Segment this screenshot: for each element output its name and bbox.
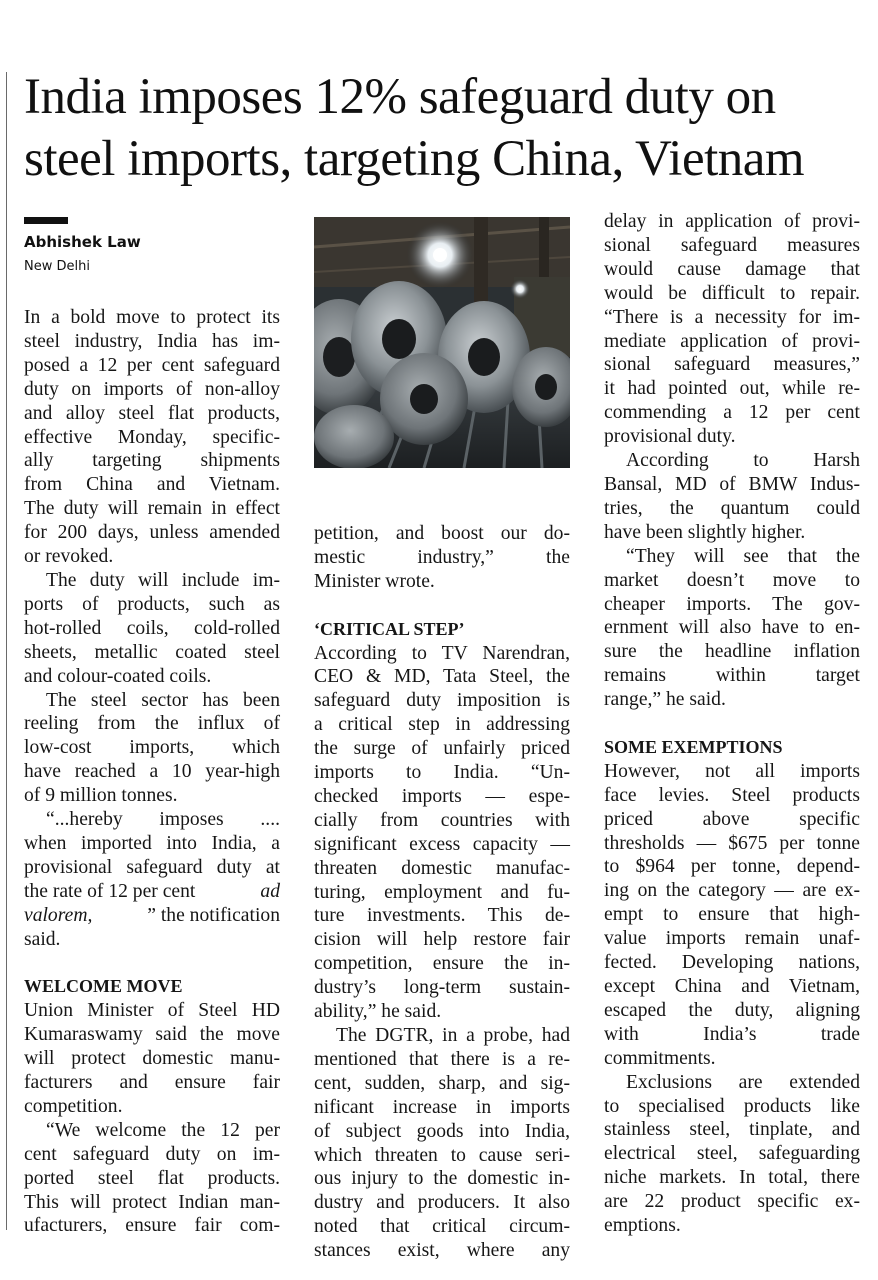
text-line: except China and Vietnam, <box>604 975 860 997</box>
paragraph-products <box>24 569 280 689</box>
text-line: However, not all imports <box>604 760 860 782</box>
subhead-text: ‘CRITICAL STEP’ <box>314 618 465 639</box>
text-line: effective Monday, specific- <box>24 426 280 448</box>
text-line: The duty will include im- <box>46 569 280 591</box>
left-column-rule <box>6 72 7 1230</box>
text-line: cision will help restore fair <box>314 929 570 951</box>
text-line: niche markets. In total, there <box>604 1167 860 1189</box>
paragraph-exemptions <box>604 760 860 1071</box>
text-line: ally targeting shipments <box>24 450 280 472</box>
text-line: threaten domestic manufac- <box>314 857 570 879</box>
text-line: cent safeguard duty on im- <box>24 1143 280 1165</box>
text-line: tries, the quantum could <box>604 497 860 519</box>
text-line: to $964 per tonne, depend- <box>604 856 860 878</box>
article-column-1 <box>24 306 280 1238</box>
text-line: ture investments. This de- <box>314 905 570 927</box>
text-line: fected. Developing nations, <box>604 952 860 974</box>
text-line: cent, sudden, sharp, and sig- <box>314 1072 570 1094</box>
text-line: This will protect Indian man- <box>24 1191 280 1213</box>
text-line: and alloy steel flat products, <box>24 402 280 424</box>
text-line: delay in application of provi- <box>604 211 860 232</box>
text-line: which threaten to cause seri- <box>314 1144 570 1166</box>
text-line: provisional duty. <box>604 426 736 448</box>
article-column-3 <box>604 210 860 1238</box>
text-line: According to TV Narendran, <box>314 642 570 664</box>
text-fragment: ” the notification <box>147 904 280 926</box>
text-line: sheets, metallic coated steel <box>24 641 280 663</box>
paragraph-steel-sector <box>24 689 280 809</box>
text-line: Exclusions are extended <box>626 1071 860 1093</box>
text-line: turing, employment and fu- <box>314 881 570 903</box>
italic-term-continued: valorem, <box>24 904 93 926</box>
paragraph-minister <box>24 999 280 1119</box>
text-line: have been slightly higher. <box>604 521 806 543</box>
subhead-text: SOME EXEMPTIONS <box>604 736 783 757</box>
text-line: significant excess capacity — <box>314 833 570 855</box>
subhead-some-exemptions <box>604 736 860 760</box>
text-line: “We welcome the 12 per <box>46 1119 280 1141</box>
text-line: market doesn’t move to <box>604 569 860 591</box>
text-line: The DGTR, in a probe, had <box>336 1025 570 1047</box>
steel-coils-photo <box>314 217 570 468</box>
text-line: have reached a 10 year-high <box>24 761 280 783</box>
text-line: “There is a necessity for im- <box>604 306 860 328</box>
dateline: New Delhi <box>24 259 90 274</box>
text-line: dustry’s long-term sustain- <box>314 977 570 999</box>
text-line: sional safeguard measures <box>604 234 860 256</box>
text-line: ufacturers, ensure fair com- <box>24 1215 280 1237</box>
text-line: would cause damage that <box>604 258 860 280</box>
text-line: sure the headline inflation <box>604 641 860 663</box>
author-name: Abhishek Law <box>24 233 141 251</box>
text-line: ported steel flat products. <box>24 1167 280 1189</box>
text-line: value imports remain unaf- <box>604 928 860 950</box>
subhead-text: WELCOME MOVE <box>24 976 183 997</box>
text-line: checked imports — espe- <box>314 785 570 807</box>
article-column-2 <box>314 522 570 1263</box>
text-line: of 9 million tonnes. <box>24 785 178 807</box>
subhead-critical-step <box>314 618 570 642</box>
text-line: will protect domestic manu- <box>24 1048 280 1070</box>
text-line <box>24 880 280 904</box>
text-line: escaped the duty, aligning <box>604 999 860 1021</box>
text-line: Bansal, MD of BMW Indus- <box>604 473 860 495</box>
paragraph-dgtr-cont <box>604 210 860 449</box>
paragraph-intro <box>24 306 280 569</box>
text-line: with India’s trade <box>604 1023 860 1045</box>
text-line: or revoked. <box>24 546 114 568</box>
text-line: for 200 days, unless amended <box>24 522 280 544</box>
text-line: steel industry, India has im- <box>24 330 280 352</box>
paragraph-narendran <box>314 642 570 1025</box>
text-line: low-cost imports, which <box>24 737 280 759</box>
text-line: when imported into India, a <box>24 832 280 854</box>
paragraph-dgtr <box>314 1024 570 1263</box>
text-line: “They will see that the <box>626 545 860 567</box>
text-line: dustry and producers. It also <box>314 1192 570 1214</box>
headline-line: steel imports, targeting China, Vietnam <box>24 131 805 187</box>
text-line: cially from countries with <box>314 809 570 831</box>
text-line: thresholds — $675 per tonne <box>604 832 860 854</box>
text-line: mentioned that there is a re- <box>314 1048 570 1070</box>
text-line: of subject goods into India, <box>314 1120 570 1142</box>
text-fragment: the rate of 12 per cent <box>24 880 196 902</box>
paragraph-minister-quote <box>24 1119 280 1239</box>
text-line: and colour-coated coils. <box>24 665 212 687</box>
text-line: provisional safeguard duty at <box>24 856 280 878</box>
text-line: the surge of unfairly priced <box>314 738 570 760</box>
text-line: range,” he said. <box>604 689 726 711</box>
text-line: petition, and boost our do- <box>314 523 570 544</box>
text-line: The steel sector has been <box>46 689 280 711</box>
text-line: mediate application of provi- <box>604 330 860 352</box>
text-line: a critical step in addressing <box>314 714 570 736</box>
text-line: hot-rolled coils, cold-rolled <box>24 617 280 639</box>
text-line: remains within target <box>604 665 860 687</box>
text-line: sional safeguard measures,” <box>604 354 860 376</box>
text-line: CEO & MD, Tata Steel, the <box>314 666 570 688</box>
text-line: Union Minister of Steel HD <box>24 1000 280 1022</box>
text-line: to specialised products like <box>604 1095 860 1117</box>
headline <box>24 66 874 190</box>
text-line: ing on the category — are ex- <box>604 880 860 902</box>
text-line: emptions. <box>604 1215 681 1237</box>
photo-illustration <box>314 217 570 468</box>
section-gap <box>24 951 280 975</box>
text-line: ability,” he said. <box>314 1001 442 1023</box>
text-line: ports of products, such as <box>24 593 280 615</box>
text-line: ernment will also have to en- <box>604 617 860 639</box>
subhead-welcome-move <box>24 975 280 999</box>
text-line: Kumaraswamy said the move <box>24 1024 280 1046</box>
paragraph-minister-quote-cont <box>314 522 570 594</box>
text-line: it had pointed out, while re- <box>604 378 860 400</box>
text-line: noted that critical circum- <box>314 1216 570 1238</box>
section-gap <box>314 594 570 618</box>
text-line: electrical steel, safeguarding <box>604 1143 860 1165</box>
text-line: Minister wrote. <box>314 570 435 592</box>
text-line: facturers and ensure fair <box>24 1071 280 1093</box>
text-line: nificant increase in imports <box>314 1096 570 1118</box>
text-line: face levies. Steel products <box>604 784 860 806</box>
text-line: from China and Vietnam. <box>24 474 280 496</box>
text-line: ous injury to the domestic in- <box>314 1168 570 1190</box>
text-line: safeguard duty imposition is <box>314 690 570 712</box>
paragraph-exclusions <box>604 1071 860 1238</box>
headline-line: India imposes 12% safeguard duty on <box>24 69 776 125</box>
text-line: “...hereby imposes .... <box>46 809 280 831</box>
text-line: would be difficult to repair. <box>604 282 860 304</box>
byline-bar <box>24 217 68 224</box>
text-line: duty on imports of non-alloy <box>24 378 280 400</box>
text-line: commitments. <box>604 1047 716 1069</box>
paragraph-bansal <box>604 449 860 545</box>
section-gap <box>604 712 860 736</box>
paragraph-bansal-quote <box>604 545 860 712</box>
text-line: mestic industry,” the <box>314 546 570 568</box>
text-line: imports to India. “Un- <box>314 762 570 784</box>
text-line: In a bold move to protect its <box>24 307 280 328</box>
italic-term: ad <box>260 880 280 902</box>
text-line: commending a 12 per cent <box>604 402 860 424</box>
text-line: cheaper imports. The gov- <box>604 593 860 615</box>
text-line: are 22 product specific ex- <box>604 1191 860 1213</box>
text-line: competition. <box>24 1095 123 1117</box>
text-line: said. <box>24 928 61 950</box>
text-line: stainless steel, tinplate, and <box>604 1119 860 1141</box>
paragraph-notification <box>24 808 280 951</box>
text-line: priced above specific <box>604 808 860 830</box>
text-line: reeling from the influx of <box>24 713 280 735</box>
text-line: According to Harsh <box>626 450 860 472</box>
text-line: stances exist, where any <box>314 1240 570 1262</box>
text-line: The duty will remain in effect <box>24 498 280 520</box>
text-line <box>24 904 280 928</box>
text-line: empt to ensure that high- <box>604 904 860 926</box>
text-line: competition, ensure the in- <box>314 953 570 975</box>
text-line: posed a 12 per cent safeguard <box>24 354 280 376</box>
